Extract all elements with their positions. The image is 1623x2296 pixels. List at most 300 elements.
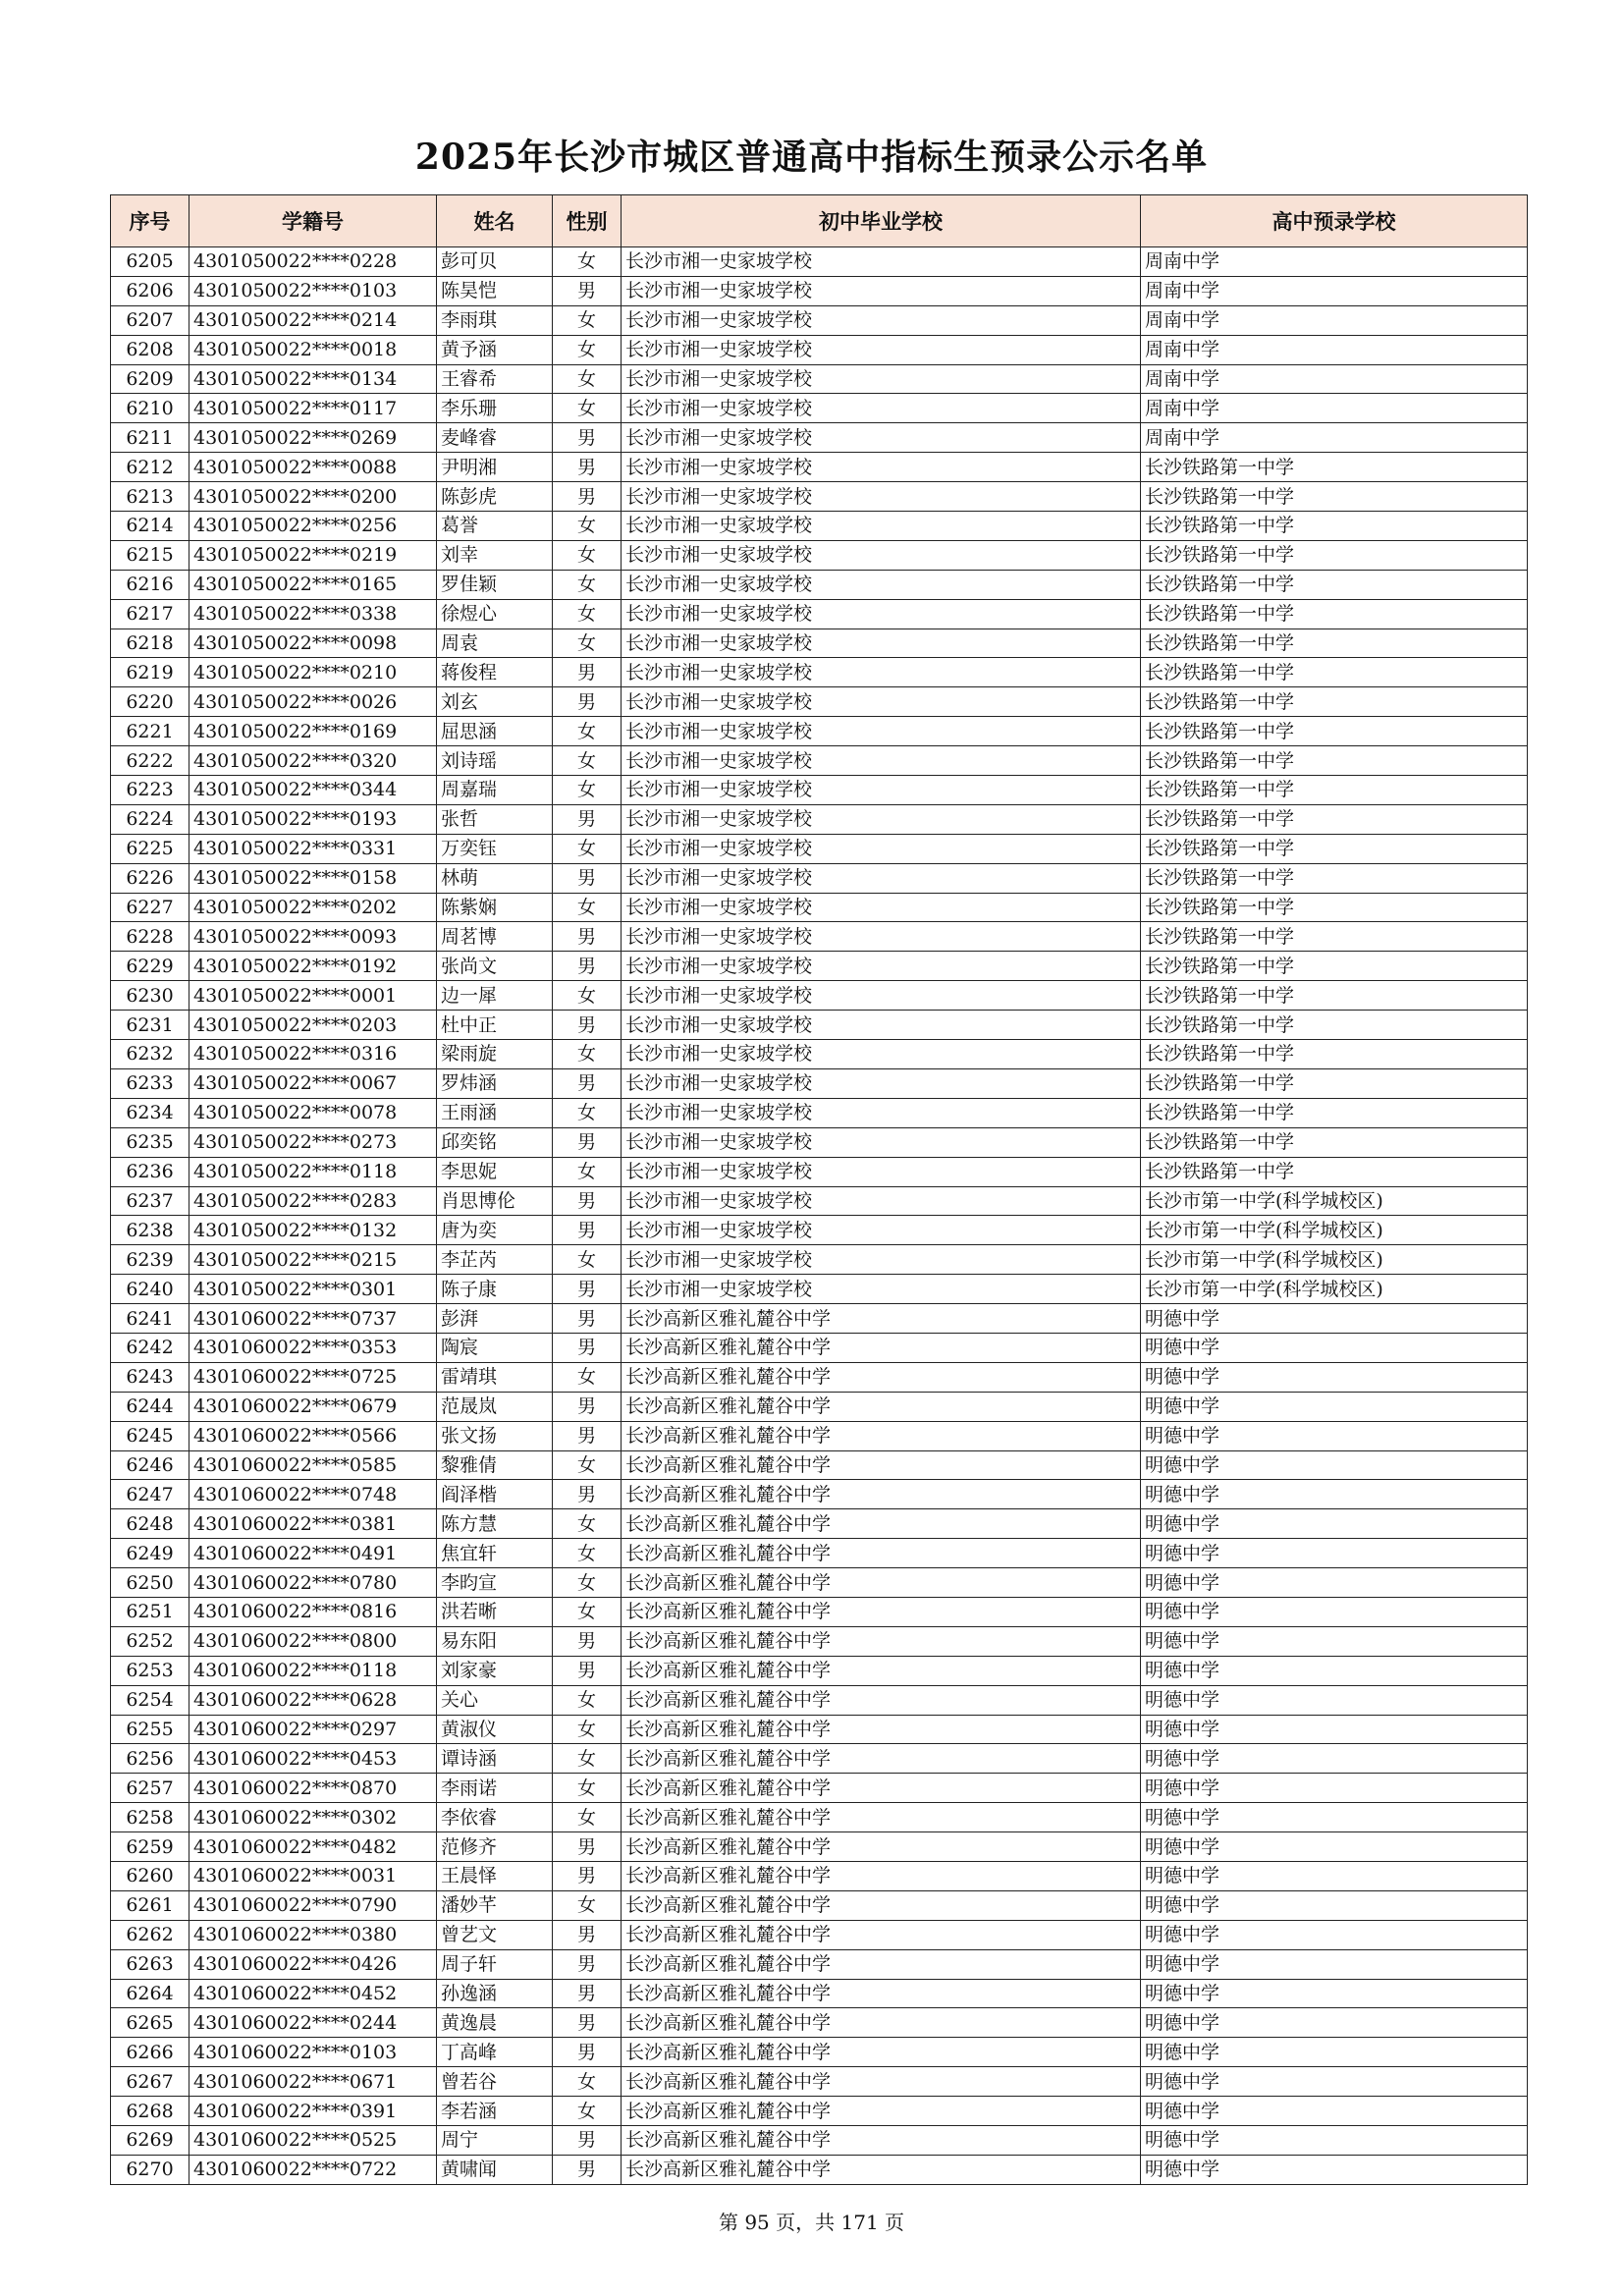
cell-gender: 男 bbox=[553, 1480, 622, 1509]
cell-name: 李思妮 bbox=[437, 1157, 553, 1186]
cell-senior-school: 长沙铁路第一中学 bbox=[1141, 512, 1528, 541]
cell-student-id: 4301060022****0566 bbox=[189, 1421, 437, 1450]
cell-student-id: 4301060022****0482 bbox=[189, 1832, 437, 1862]
cell-senior-school: 长沙铁路第一中学 bbox=[1141, 1098, 1528, 1127]
table-header-row bbox=[111, 195, 1528, 247]
cell-gender: 女 bbox=[553, 834, 622, 863]
cell-gender: 女 bbox=[553, 1568, 622, 1598]
cell-junior-school: 长沙市湘一史家坡学校 bbox=[622, 247, 1141, 277]
cell-student-id: 4301050022****0026 bbox=[189, 687, 437, 717]
cell-senior-school: 明德中学 bbox=[1141, 2067, 1528, 2097]
cell-student-id: 4301050022****0331 bbox=[189, 834, 437, 863]
cell-student-id: 4301050022****0169 bbox=[189, 717, 437, 746]
header-seq: 序号 bbox=[111, 195, 189, 247]
cell-gender: 女 bbox=[553, 335, 622, 364]
cell-gender: 男 bbox=[553, 1011, 622, 1040]
cell-gender: 女 bbox=[553, 893, 622, 922]
cell-senior-school: 明德中学 bbox=[1141, 1539, 1528, 1568]
cell-seq: 6255 bbox=[111, 1715, 189, 1744]
cell-senior-school: 明德中学 bbox=[1141, 2038, 1528, 2067]
table-row bbox=[111, 1949, 1528, 1979]
table-row bbox=[111, 2038, 1528, 2067]
cell-seq: 6240 bbox=[111, 1275, 189, 1304]
cell-name: 林萌 bbox=[437, 863, 553, 893]
cell-senior-school: 长沙市第一中学(科学城校区) bbox=[1141, 1245, 1528, 1275]
cell-student-id: 4301060022****0722 bbox=[189, 2155, 437, 2184]
cell-name: 尹明湘 bbox=[437, 453, 553, 482]
cell-senior-school: 明德中学 bbox=[1141, 1333, 1528, 1362]
cell-senior-school: 长沙铁路第一中学 bbox=[1141, 834, 1528, 863]
cell-gender: 女 bbox=[553, 1744, 622, 1774]
cell-name: 刘家豪 bbox=[437, 1656, 553, 1685]
cell-seq: 6243 bbox=[111, 1362, 189, 1392]
cell-senior-school: 明德中学 bbox=[1141, 1803, 1528, 1832]
cell-junior-school: 长沙市湘一史家坡学校 bbox=[622, 863, 1141, 893]
cell-student-id: 4301050022****0283 bbox=[189, 1186, 437, 1216]
cell-gender: 男 bbox=[553, 687, 622, 717]
cell-seq: 6256 bbox=[111, 1744, 189, 1774]
cell-name: 李雨诺 bbox=[437, 1774, 553, 1803]
cell-student-id: 4301050022****0269 bbox=[189, 423, 437, 453]
cell-student-id: 4301050022****0001 bbox=[189, 981, 437, 1011]
table-row bbox=[111, 1803, 1528, 1832]
cell-student-id: 4301060022****0748 bbox=[189, 1480, 437, 1509]
table-row bbox=[111, 776, 1528, 805]
cell-senior-school: 周南中学 bbox=[1141, 335, 1528, 364]
cell-junior-school: 长沙高新区雅礼麓谷中学 bbox=[622, 1979, 1141, 2008]
cell-name: 范晟岚 bbox=[437, 1392, 553, 1421]
table-row bbox=[111, 746, 1528, 776]
cell-seq: 6221 bbox=[111, 717, 189, 746]
cell-seq: 6228 bbox=[111, 922, 189, 952]
table-row bbox=[111, 364, 1528, 394]
header-senior-school: 高中预录学校 bbox=[1141, 195, 1528, 247]
table-row bbox=[111, 305, 1528, 335]
cell-name: 李芷芮 bbox=[437, 1245, 553, 1275]
cell-name: 关心 bbox=[437, 1685, 553, 1715]
table-row bbox=[111, 1127, 1528, 1157]
cell-name: 曾艺文 bbox=[437, 1920, 553, 1949]
table-row bbox=[111, 2155, 1528, 2184]
cell-name: 丁高峰 bbox=[437, 2038, 553, 2067]
cell-junior-school: 长沙高新区雅礼麓谷中学 bbox=[622, 1656, 1141, 1685]
cell-senior-school: 长沙铁路第一中学 bbox=[1141, 776, 1528, 805]
cell-student-id: 4301050022****0344 bbox=[189, 776, 437, 805]
table-row bbox=[111, 981, 1528, 1011]
cell-seq: 6261 bbox=[111, 1890, 189, 1920]
cell-seq: 6254 bbox=[111, 1685, 189, 1715]
cell-seq: 6262 bbox=[111, 1920, 189, 1949]
cell-junior-school: 长沙高新区雅礼麓谷中学 bbox=[622, 1774, 1141, 1803]
cell-junior-school: 长沙高新区雅礼麓谷中学 bbox=[622, 1333, 1141, 1362]
cell-junior-school: 长沙高新区雅礼麓谷中学 bbox=[622, 1597, 1141, 1626]
cell-gender: 女 bbox=[553, 599, 622, 629]
cell-student-id: 4301060022****0453 bbox=[189, 1744, 437, 1774]
cell-seq: 6246 bbox=[111, 1450, 189, 1480]
cell-name: 陈紫娴 bbox=[437, 893, 553, 922]
cell-gender: 女 bbox=[553, 1774, 622, 1803]
cell-junior-school: 长沙高新区雅礼麓谷中学 bbox=[622, 1832, 1141, 1862]
cell-seq: 6214 bbox=[111, 512, 189, 541]
cell-junior-school: 长沙高新区雅礼麓谷中学 bbox=[622, 2008, 1141, 2038]
cell-student-id: 4301050022****0203 bbox=[189, 1011, 437, 1040]
cell-student-id: 4301050022****0134 bbox=[189, 364, 437, 394]
cell-seq: 6212 bbox=[111, 453, 189, 482]
cell-junior-school: 长沙市湘一史家坡学校 bbox=[622, 1275, 1141, 1304]
table-row bbox=[111, 1040, 1528, 1069]
cell-gender: 男 bbox=[553, 1333, 622, 1362]
cell-senior-school: 明德中学 bbox=[1141, 1304, 1528, 1334]
cell-junior-school: 长沙市湘一史家坡学校 bbox=[622, 453, 1141, 482]
cell-gender: 女 bbox=[553, 1098, 622, 1127]
cell-gender: 男 bbox=[553, 1656, 622, 1685]
cell-gender: 男 bbox=[553, 1127, 622, 1157]
cell-junior-school: 长沙市湘一史家坡学校 bbox=[622, 1127, 1141, 1157]
cell-name: 蒋俊程 bbox=[437, 658, 553, 687]
cell-gender: 女 bbox=[553, 512, 622, 541]
cell-seq: 6218 bbox=[111, 629, 189, 658]
cell-student-id: 4301060022****0452 bbox=[189, 1979, 437, 2008]
cell-senior-school: 长沙市第一中学(科学城校区) bbox=[1141, 1216, 1528, 1245]
cell-junior-school: 长沙市湘一史家坡学校 bbox=[622, 981, 1141, 1011]
cell-student-id: 4301050022****0219 bbox=[189, 540, 437, 570]
cell-gender: 女 bbox=[553, 1450, 622, 1480]
cell-senior-school: 长沙铁路第一中学 bbox=[1141, 482, 1528, 512]
cell-seq: 6247 bbox=[111, 1480, 189, 1509]
cell-seq: 6245 bbox=[111, 1421, 189, 1450]
cell-gender: 女 bbox=[553, 1685, 622, 1715]
table-row bbox=[111, 1245, 1528, 1275]
cell-gender: 男 bbox=[553, 922, 622, 952]
cell-junior-school: 长沙市湘一史家坡学校 bbox=[622, 512, 1141, 541]
table-row bbox=[111, 482, 1528, 512]
cell-gender: 女 bbox=[553, 247, 622, 277]
table-row bbox=[111, 922, 1528, 952]
cell-junior-school: 长沙市湘一史家坡学校 bbox=[622, 804, 1141, 834]
cell-student-id: 4301050022****0088 bbox=[189, 453, 437, 482]
cell-senior-school: 明德中学 bbox=[1141, 2155, 1528, 2184]
cell-senior-school: 明德中学 bbox=[1141, 1568, 1528, 1598]
cell-gender: 男 bbox=[553, 1949, 622, 1979]
cell-student-id: 4301050022****0200 bbox=[189, 482, 437, 512]
cell-senior-school: 长沙铁路第一中学 bbox=[1141, 1157, 1528, 1186]
page-footer: 第 95 页，共 171 页 bbox=[718, 2211, 905, 2234]
cell-senior-school: 明德中学 bbox=[1141, 1480, 1528, 1509]
header-student-id: 学籍号 bbox=[189, 195, 437, 247]
table-row bbox=[111, 1275, 1528, 1304]
cell-senior-school: 明德中学 bbox=[1141, 1890, 1528, 1920]
cell-seq: 6232 bbox=[111, 1040, 189, 1069]
cell-name: 李昀宣 bbox=[437, 1568, 553, 1598]
cell-gender: 男 bbox=[553, 1068, 622, 1098]
cell-name: 易东阳 bbox=[437, 1626, 553, 1656]
cell-name: 边一犀 bbox=[437, 981, 553, 1011]
cell-gender: 男 bbox=[553, 1186, 622, 1216]
cell-student-id: 4301050022****0067 bbox=[189, 1068, 437, 1098]
header-gender: 性别 bbox=[553, 195, 622, 247]
cell-junior-school: 长沙高新区雅礼麓谷中学 bbox=[622, 1626, 1141, 1656]
admission-list-table bbox=[110, 194, 1528, 2185]
cell-student-id: 4301050022****0192 bbox=[189, 952, 437, 981]
table-row bbox=[111, 687, 1528, 717]
cell-seq: 6258 bbox=[111, 1803, 189, 1832]
cell-senior-school: 明德中学 bbox=[1141, 1421, 1528, 1450]
cell-junior-school: 长沙市湘一史家坡学校 bbox=[622, 482, 1141, 512]
header-name: 姓名 bbox=[437, 195, 553, 247]
cell-junior-school: 长沙市湘一史家坡学校 bbox=[622, 922, 1141, 952]
cell-senior-school: 周南中学 bbox=[1141, 423, 1528, 453]
table-row bbox=[111, 1068, 1528, 1098]
cell-senior-school: 明德中学 bbox=[1141, 1597, 1528, 1626]
cell-junior-school: 长沙高新区雅礼麓谷中学 bbox=[622, 2155, 1141, 2184]
cell-seq: 6231 bbox=[111, 1011, 189, 1040]
cell-gender: 女 bbox=[553, 776, 622, 805]
cell-gender: 女 bbox=[553, 2067, 622, 2097]
cell-junior-school: 长沙市湘一史家坡学校 bbox=[622, 1040, 1141, 1069]
cell-seq: 6237 bbox=[111, 1186, 189, 1216]
table-row bbox=[111, 1186, 1528, 1216]
cell-junior-school: 长沙市湘一史家坡学校 bbox=[622, 658, 1141, 687]
cell-student-id: 4301060022****0103 bbox=[189, 2038, 437, 2067]
cell-senior-school: 长沙铁路第一中学 bbox=[1141, 952, 1528, 981]
cell-name: 张文扬 bbox=[437, 1421, 553, 1450]
cell-seq: 6217 bbox=[111, 599, 189, 629]
cell-student-id: 4301060022****0585 bbox=[189, 1450, 437, 1480]
cell-senior-school: 明德中学 bbox=[1141, 1715, 1528, 1744]
cell-name: 焦宜轩 bbox=[437, 1539, 553, 1568]
cell-student-id: 4301060022****0679 bbox=[189, 1392, 437, 1421]
cell-name: 杜中正 bbox=[437, 1011, 553, 1040]
cell-seq: 6230 bbox=[111, 981, 189, 1011]
cell-senior-school: 长沙铁路第一中学 bbox=[1141, 1127, 1528, 1157]
cell-seq: 6213 bbox=[111, 482, 189, 512]
cell-gender: 男 bbox=[553, 658, 622, 687]
cell-name: 梁雨旋 bbox=[437, 1040, 553, 1069]
cell-gender: 男 bbox=[553, 1832, 622, 1862]
cell-senior-school: 明德中学 bbox=[1141, 1362, 1528, 1392]
cell-seq: 6270 bbox=[111, 2155, 189, 2184]
cell-junior-school: 长沙高新区雅礼麓谷中学 bbox=[622, 1421, 1141, 1450]
cell-junior-school: 长沙市湘一史家坡学校 bbox=[622, 394, 1141, 423]
cell-seq: 6268 bbox=[111, 2097, 189, 2126]
cell-junior-school: 长沙市湘一史家坡学校 bbox=[622, 570, 1141, 599]
cell-seq: 6205 bbox=[111, 247, 189, 277]
cell-junior-school: 长沙市湘一史家坡学校 bbox=[622, 746, 1141, 776]
cell-gender: 女 bbox=[553, 570, 622, 599]
cell-seq: 6233 bbox=[111, 1068, 189, 1098]
cell-gender: 男 bbox=[553, 276, 622, 305]
cell-seq: 6252 bbox=[111, 1626, 189, 1656]
cell-gender: 女 bbox=[553, 1539, 622, 1568]
cell-junior-school: 长沙高新区雅礼麓谷中学 bbox=[622, 1509, 1141, 1539]
cell-gender: 女 bbox=[553, 364, 622, 394]
table-row bbox=[111, 717, 1528, 746]
cell-seq: 6226 bbox=[111, 863, 189, 893]
table-row bbox=[111, 629, 1528, 658]
cell-name: 屈思涵 bbox=[437, 717, 553, 746]
cell-seq: 6223 bbox=[111, 776, 189, 805]
cell-seq: 6244 bbox=[111, 1392, 189, 1421]
cell-junior-school: 长沙高新区雅礼麓谷中学 bbox=[622, 1568, 1141, 1598]
cell-senior-school: 明德中学 bbox=[1141, 2126, 1528, 2156]
cell-name: 王睿希 bbox=[437, 364, 553, 394]
cell-student-id: 4301050022****0098 bbox=[189, 629, 437, 658]
cell-student-id: 4301060022****0118 bbox=[189, 1656, 437, 1685]
cell-seq: 6248 bbox=[111, 1509, 189, 1539]
cell-senior-school: 长沙铁路第一中学 bbox=[1141, 599, 1528, 629]
cell-seq: 6219 bbox=[111, 658, 189, 687]
cell-gender: 女 bbox=[553, 1362, 622, 1392]
cell-gender: 男 bbox=[553, 2008, 622, 2038]
cell-senior-school: 长沙铁路第一中学 bbox=[1141, 981, 1528, 1011]
cell-seq: 6249 bbox=[111, 1539, 189, 1568]
cell-seq: 6239 bbox=[111, 1245, 189, 1275]
table-row bbox=[111, 1333, 1528, 1362]
cell-junior-school: 长沙市湘一史家坡学校 bbox=[622, 1216, 1141, 1245]
table-row bbox=[111, 1568, 1528, 1598]
cell-senior-school: 长沙铁路第一中学 bbox=[1141, 453, 1528, 482]
cell-gender: 男 bbox=[553, 2038, 622, 2067]
cell-gender: 女 bbox=[553, 1040, 622, 1069]
cell-junior-school: 长沙市湘一史家坡学校 bbox=[622, 717, 1141, 746]
cell-name: 李雨琪 bbox=[437, 305, 553, 335]
cell-seq: 6241 bbox=[111, 1304, 189, 1334]
cell-student-id: 4301060022****0297 bbox=[189, 1715, 437, 1744]
cell-senior-school: 周南中学 bbox=[1141, 364, 1528, 394]
cell-name: 谭诗涵 bbox=[437, 1744, 553, 1774]
table-row bbox=[111, 1157, 1528, 1186]
cell-name: 陶宸 bbox=[437, 1333, 553, 1362]
cell-student-id: 4301050022****0316 bbox=[189, 1040, 437, 1069]
cell-junior-school: 长沙市湘一史家坡学校 bbox=[622, 364, 1141, 394]
cell-student-id: 4301050022****0320 bbox=[189, 746, 437, 776]
cell-gender: 女 bbox=[553, 1715, 622, 1744]
cell-senior-school: 周南中学 bbox=[1141, 247, 1528, 277]
cell-name: 刘诗瑶 bbox=[437, 746, 553, 776]
table-body bbox=[111, 247, 1528, 2185]
table-row bbox=[111, 1392, 1528, 1421]
cell-name: 周茗博 bbox=[437, 922, 553, 952]
cell-name: 范修齐 bbox=[437, 1832, 553, 1862]
cell-student-id: 4301050022****0273 bbox=[189, 1127, 437, 1157]
cell-seq: 6266 bbox=[111, 2038, 189, 2067]
cell-student-id: 4301050022****0018 bbox=[189, 335, 437, 364]
cell-junior-school: 长沙市湘一史家坡学校 bbox=[622, 834, 1141, 863]
cell-senior-school: 明德中学 bbox=[1141, 2097, 1528, 2126]
cell-name: 葛誉 bbox=[437, 512, 553, 541]
cell-name: 黎雅倩 bbox=[437, 1450, 553, 1480]
cell-junior-school: 长沙市湘一史家坡学校 bbox=[622, 1157, 1141, 1186]
cell-gender: 女 bbox=[553, 305, 622, 335]
cell-gender: 女 bbox=[553, 1157, 622, 1186]
cell-junior-school: 长沙市湘一史家坡学校 bbox=[622, 1098, 1141, 1127]
cell-gender: 女 bbox=[553, 629, 622, 658]
cell-seq: 6208 bbox=[111, 335, 189, 364]
cell-junior-school: 长沙市湘一史家坡学校 bbox=[622, 1245, 1141, 1275]
cell-gender: 男 bbox=[553, 1920, 622, 1949]
table-row bbox=[111, 1450, 1528, 1480]
cell-junior-school: 长沙高新区雅礼麓谷中学 bbox=[622, 1803, 1141, 1832]
cell-seq: 6229 bbox=[111, 952, 189, 981]
cell-gender: 男 bbox=[553, 482, 622, 512]
cell-senior-school: 明德中学 bbox=[1141, 1861, 1528, 1890]
cell-gender: 男 bbox=[553, 1275, 622, 1304]
cell-name: 唐为奕 bbox=[437, 1216, 553, 1245]
cell-name: 陈子康 bbox=[437, 1275, 553, 1304]
table-row bbox=[111, 2126, 1528, 2156]
cell-senior-school: 明德中学 bbox=[1141, 1832, 1528, 1862]
cell-junior-school: 长沙高新区雅礼麓谷中学 bbox=[622, 1890, 1141, 1920]
cell-gender: 男 bbox=[553, 863, 622, 893]
cell-senior-school: 明德中学 bbox=[1141, 1392, 1528, 1421]
table-row bbox=[111, 1480, 1528, 1509]
cell-junior-school: 长沙市湘一史家坡学校 bbox=[622, 335, 1141, 364]
cell-junior-school: 长沙高新区雅礼麓谷中学 bbox=[622, 1920, 1141, 1949]
cell-name: 徐煜心 bbox=[437, 599, 553, 629]
cell-student-id: 4301050022****0117 bbox=[189, 394, 437, 423]
cell-name: 李依睿 bbox=[437, 1803, 553, 1832]
cell-junior-school: 长沙高新区雅礼麓谷中学 bbox=[622, 1861, 1141, 1890]
cell-junior-school: 长沙市湘一史家坡学校 bbox=[622, 1186, 1141, 1216]
cell-junior-school: 长沙市湘一史家坡学校 bbox=[622, 893, 1141, 922]
cell-seq: 6259 bbox=[111, 1832, 189, 1862]
cell-senior-school: 长沙铁路第一中学 bbox=[1141, 658, 1528, 687]
table-row bbox=[111, 2067, 1528, 2097]
cell-gender: 女 bbox=[553, 1803, 622, 1832]
cell-student-id: 4301050022****0202 bbox=[189, 893, 437, 922]
cell-gender: 女 bbox=[553, 746, 622, 776]
table-row bbox=[111, 834, 1528, 863]
cell-name: 王雨涵 bbox=[437, 1098, 553, 1127]
table-row bbox=[111, 1656, 1528, 1685]
cell-student-id: 4301060022****0391 bbox=[189, 2097, 437, 2126]
cell-student-id: 4301050022****0214 bbox=[189, 305, 437, 335]
cell-senior-school: 长沙市第一中学(科学城校区) bbox=[1141, 1186, 1528, 1216]
cell-name: 曾若谷 bbox=[437, 2067, 553, 2097]
cell-gender: 女 bbox=[553, 1597, 622, 1626]
cell-junior-school: 长沙市湘一史家坡学校 bbox=[622, 952, 1141, 981]
table-row bbox=[111, 952, 1528, 981]
cell-junior-school: 长沙高新区雅礼麓谷中学 bbox=[622, 2038, 1141, 2067]
cell-student-id: 4301060022****0671 bbox=[189, 2067, 437, 2097]
cell-name: 雷靖琪 bbox=[437, 1362, 553, 1392]
cell-name: 肖思博伦 bbox=[437, 1186, 553, 1216]
cell-junior-school: 长沙高新区雅礼麓谷中学 bbox=[622, 1539, 1141, 1568]
table-row bbox=[111, 658, 1528, 687]
cell-name: 阎泽楷 bbox=[437, 1480, 553, 1509]
cell-gender: 男 bbox=[553, 1979, 622, 2008]
cell-seq: 6267 bbox=[111, 2067, 189, 2097]
table-row bbox=[111, 1774, 1528, 1803]
cell-junior-school: 长沙市湘一史家坡学校 bbox=[622, 1011, 1141, 1040]
cell-senior-school: 明德中学 bbox=[1141, 1656, 1528, 1685]
cell-seq: 6210 bbox=[111, 394, 189, 423]
table-row bbox=[111, 1979, 1528, 2008]
cell-student-id: 4301050022****0103 bbox=[189, 276, 437, 305]
cell-senior-school: 周南中学 bbox=[1141, 276, 1528, 305]
table-row bbox=[111, 863, 1528, 893]
cell-name: 彭湃 bbox=[437, 1304, 553, 1334]
cell-junior-school: 长沙高新区雅礼麓谷中学 bbox=[622, 2097, 1141, 2126]
cell-senior-school: 明德中学 bbox=[1141, 1920, 1528, 1949]
cell-student-id: 4301060022****0870 bbox=[189, 1774, 437, 1803]
table-row bbox=[111, 1626, 1528, 1656]
cell-junior-school: 长沙高新区雅礼麓谷中学 bbox=[622, 1715, 1141, 1744]
cell-senior-school: 明德中学 bbox=[1141, 2008, 1528, 2038]
table-row bbox=[111, 1744, 1528, 1774]
cell-seq: 6216 bbox=[111, 570, 189, 599]
table-row bbox=[111, 2008, 1528, 2038]
